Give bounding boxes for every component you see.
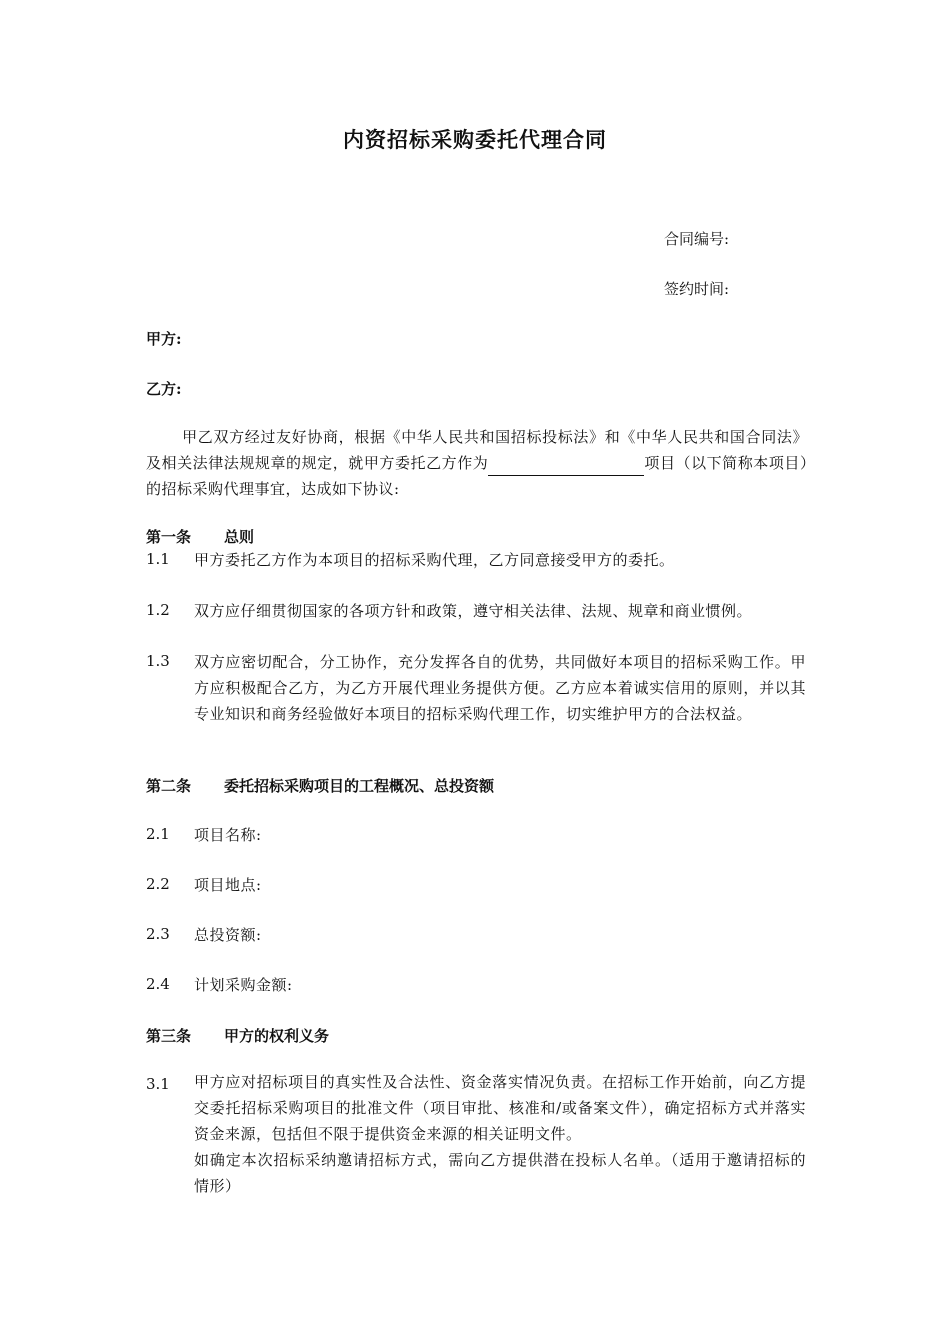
article-3-title: 甲方的权利义务 bbox=[224, 1027, 330, 1045]
clause-2-3-number: 2.3 bbox=[146, 925, 170, 943]
contract-number-label: 合同编号: bbox=[664, 230, 730, 248]
clause-1-2-text: 双方应仔细贯彻国家的各项方针和政策，遵守相关法律、法规、规章和商业惯例。 bbox=[194, 602, 753, 620]
clause-2-3-text: 总投资额: bbox=[194, 926, 262, 944]
clause-2-4-text: 计划采购金额: bbox=[194, 976, 293, 994]
clause-2-1-number: 2.1 bbox=[146, 825, 170, 843]
clause-3-1-text bbox=[194, 1069, 806, 1199]
article-1-number: 第一条 bbox=[146, 528, 192, 546]
clause-2-2-text: 项目地点: bbox=[194, 876, 262, 894]
party-b-label: 乙方: bbox=[146, 380, 182, 398]
clause-1-3-text: 双方应密切配合，分工协作，充分发挥各自的优势，共同做好本项目的招标采购工作。甲方应积极配合乙方，为乙方开展代理业务提供方便。乙方应本着诚实信用的原则，并以其专业知识和商务经验做好本项目的招标采购代理工作，切实维护甲方的合法权益。 bbox=[194, 653, 806, 723]
document-title: 内资招标采购委托代理合同 bbox=[343, 127, 607, 152]
clause-2-4-number: 2.4 bbox=[146, 975, 170, 993]
clause-2-2-number: 2.2 bbox=[146, 875, 170, 893]
article-2-heading bbox=[146, 775, 494, 796]
clause-2-1-text: 项目名称: bbox=[194, 826, 262, 844]
clause-3-1-paragraph-2: 如确定本次招标采纳邀请招标方式，需向乙方提供潜在投标人名单。（适用于邀请招标的情形） bbox=[194, 1151, 806, 1195]
clause-1-2-number: 1.2 bbox=[146, 601, 170, 619]
article-2-title: 委托招标采购项目的工程概况、总投资额 bbox=[224, 777, 495, 795]
article-2-number: 第二条 bbox=[146, 777, 192, 795]
article-1-title: 总则 bbox=[224, 528, 255, 546]
article-3-number: 第三条 bbox=[146, 1027, 192, 1045]
intro-part2: 项目（以下简称本项目）的招标采购代理事宜，达成如下协议: bbox=[146, 454, 808, 498]
clause-1-3-number: 1.3 bbox=[146, 652, 170, 670]
sign-time-label: 签约时间: bbox=[664, 280, 730, 298]
article-1-heading bbox=[146, 526, 254, 547]
intro-paragraph bbox=[146, 424, 808, 502]
intro-part1: 甲乙双方经过友好协商，根据《中华人民共和国招标投标法》和《中华人民共和国合同法》及相关法律法规规章的规定，就甲方委托乙方作为 bbox=[146, 428, 808, 472]
party-a-label: 甲方: bbox=[146, 330, 182, 348]
article-3-heading bbox=[146, 1025, 329, 1046]
clause-1-1-number: 1.1 bbox=[146, 550, 170, 568]
clause-3-1-paragraph-1: 甲方应对招标项目的真实性及合法性、资金落实情况负责。在招标工作开始前，向乙方提交委托招标采购项目的批准文件（项目审批、核准和/或备案文件），确定招标方式并落实资金来源，包括但不限于提供资金来源的相关证明文件。 bbox=[194, 1073, 806, 1143]
clause-3-1-number: 3.1 bbox=[146, 1075, 170, 1093]
clause-1-1-text: 甲方委托乙方作为本项目的招标采购代理，乙方同意接受甲方的委托。 bbox=[194, 551, 675, 569]
project-name-blank bbox=[488, 458, 644, 476]
